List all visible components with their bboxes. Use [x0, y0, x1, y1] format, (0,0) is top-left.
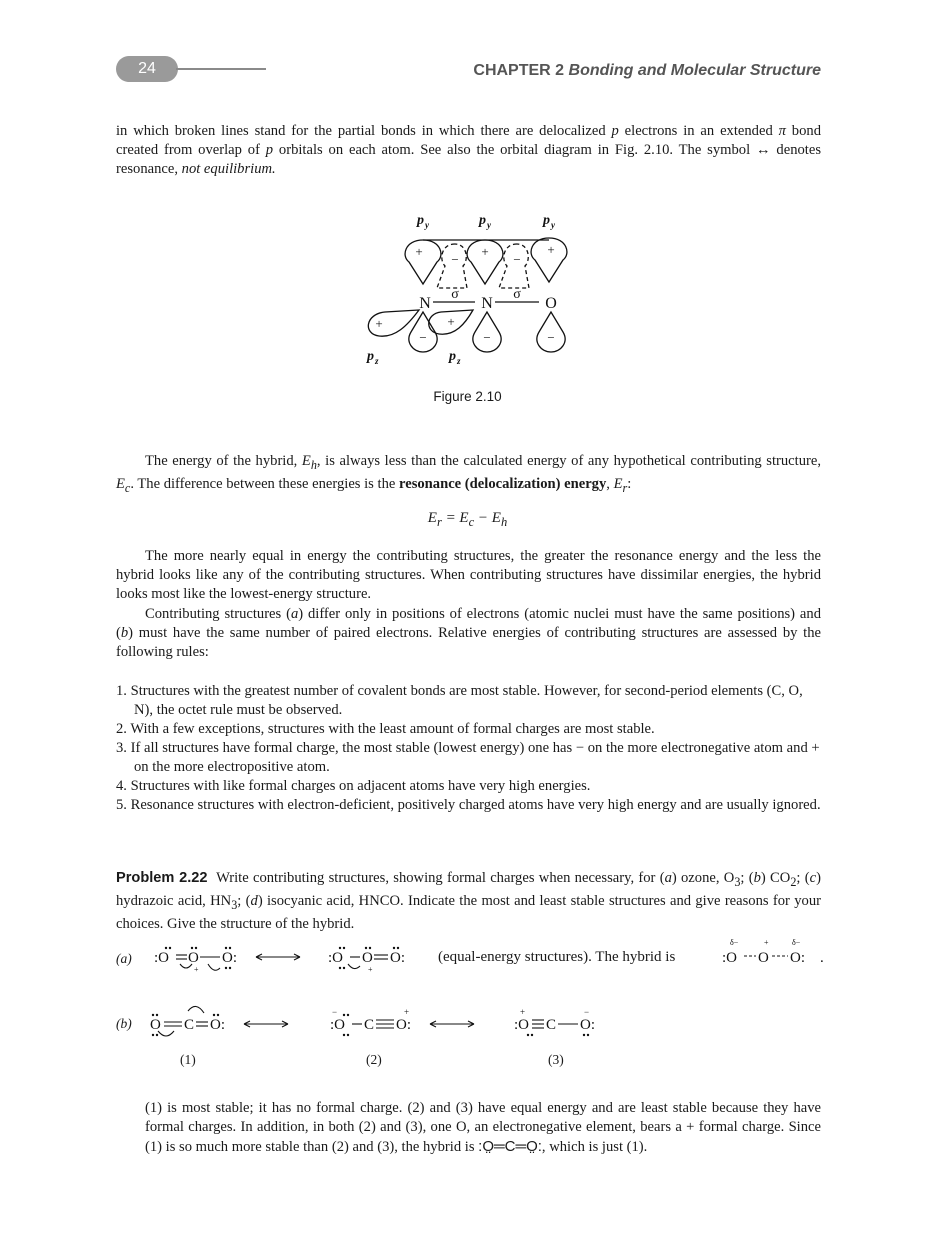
intro-p: p: [611, 123, 619, 139]
text: Write contributing structures, showing formal charges when necessary, for (: [216, 870, 665, 886]
chapter-number: CHAPTER 2: [473, 62, 565, 79]
n-atom: N: [419, 295, 431, 312]
problem-statement: [116, 869, 821, 934]
py-sub: y: [551, 220, 555, 230]
var-sub: r: [622, 480, 628, 495]
intro-text: electrons in an extended: [618, 123, 779, 139]
var-sub: h: [310, 457, 317, 472]
text: Contributing structures (: [145, 606, 291, 622]
svg-text:O:: O:: [396, 1017, 411, 1033]
text: ) CO: [760, 870, 791, 886]
py-label: p: [417, 213, 424, 228]
term: resonance: [399, 475, 462, 492]
eq-sub: c: [468, 515, 475, 529]
term: ): [555, 475, 565, 492]
energy-paragraph: [116, 452, 821, 498]
text: ) hydrazoic acid, HN: [116, 870, 821, 909]
structure-number: (3): [548, 1052, 564, 1067]
intro-pi: π: [778, 123, 786, 139]
text: ,: [606, 475, 614, 492]
svg-text:−: −: [419, 330, 427, 345]
paragraph-3: [116, 605, 821, 662]
resonance-equation: [0, 510, 935, 530]
o-atom: O: [545, 295, 557, 312]
orbital-diagram: [355, 208, 585, 380]
paragraph-2: The more nearly equal in energy the contributing structures, the greater the resonance energy and the less the hybrid looks like any of the contributing structures. When contributing structures have dissimilar energies, the hybrid looks most like the lowest-energy structure.: [116, 548, 821, 602]
svg-text:−: −: [513, 252, 521, 267]
svg-text:+: +: [404, 1007, 410, 1017]
svg-text:O: O: [188, 950, 199, 966]
part-a-label: [116, 951, 132, 967]
text: a: [664, 870, 672, 886]
conclusion-paragraph: [145, 1099, 821, 1157]
svg-text:O:: O:: [790, 950, 805, 966]
var-sub: c: [124, 480, 131, 495]
py-label: p: [479, 213, 486, 228]
subscript: 3: [231, 897, 238, 912]
term: delocalization: [469, 475, 556, 492]
svg-text::O: :O: [722, 950, 737, 966]
text: b: [120, 625, 129, 641]
svg-text:O:: O:: [210, 1017, 225, 1033]
note-text: (equal-energy structures). The hybrid is: [438, 949, 676, 965]
part-b-label: [116, 1016, 132, 1032]
eq-sub: r: [436, 515, 442, 529]
co2-hybrid: :O̤═C═O̤:: [478, 1138, 542, 1155]
structure-number: (2): [366, 1052, 382, 1067]
rules-list: [116, 682, 821, 815]
py-sub: y: [487, 220, 491, 230]
rule-item: 4. Structures with like formal charges on adjacent atoms have very high energies.: [116, 778, 591, 794]
subscript: 3: [734, 874, 741, 889]
eq-part: − E: [474, 510, 501, 526]
svg-text:+: +: [547, 242, 555, 257]
svg-text:−: −: [332, 1007, 338, 1017]
text: b: [753, 870, 761, 886]
co2-structures: [148, 1003, 618, 1039]
eq-part: = E: [441, 510, 469, 526]
subscript: 2: [790, 874, 797, 889]
svg-text:+: +: [764, 938, 769, 947]
svg-text::O: :O: [154, 950, 169, 966]
var: E: [301, 453, 311, 469]
structure-number: (1): [180, 1052, 196, 1067]
label-text: (b): [116, 1016, 132, 1031]
text: c: [809, 870, 817, 886]
rule-item: 1. Structures with the greatest number of covalent bonds are most stable. However, for second-period elements (C, O, N), the octet rule must be observed.: [116, 683, 803, 718]
svg-text::O: :O: [330, 1017, 345, 1033]
text: The energy of the hybrid,: [145, 453, 302, 469]
svg-text:+: +: [520, 1007, 526, 1017]
eq-part: E: [427, 510, 437, 526]
svg-text:+: +: [375, 316, 383, 331]
rule-item: 3. If all structures have formal charge, the most stable (lowest energy) one has − on the more electronegative atom and + on the more electropositive atom.: [116, 740, 820, 775]
eq-sub: h: [500, 515, 508, 529]
text: ; (: [796, 870, 810, 886]
svg-text:O: O: [150, 1017, 161, 1033]
page-number: 24: [116, 56, 178, 82]
text: , is always less than the calculated energy of any hypothetical contributing structure,: [316, 453, 821, 469]
intro-p: p: [265, 142, 274, 158]
term: energy: [564, 475, 607, 492]
svg-text:C: C: [184, 1017, 195, 1033]
svg-text:−: −: [584, 1007, 590, 1017]
svg-text:−: −: [547, 330, 555, 345]
pz-sub: z: [375, 356, 379, 366]
py-label: p: [543, 213, 550, 228]
svg-text:O:: O:: [580, 1017, 595, 1033]
intro-text: in which broken lines stand for the partial bonds in which there are delocalized: [116, 123, 612, 139]
py-lobe-top: [405, 240, 441, 284]
svg-text:.: .: [820, 950, 824, 966]
pz-label: p: [367, 349, 374, 364]
text: ; (: [237, 892, 251, 909]
chapter-heading: [473, 62, 821, 80]
term: (: [461, 475, 470, 492]
svg-text:−: −: [483, 330, 491, 345]
pz-label: p: [449, 349, 456, 364]
figure-caption: Figure 2.10: [433, 389, 502, 404]
n-atom: N: [481, 295, 493, 312]
text: ) differ only in positions of electrons (atomic nuclei must have the same positions) and (: [116, 606, 821, 641]
ozone-hybrid: [718, 936, 830, 972]
text: ) isocyanic acid, HNCO. Indicate the most and least stable structures and give reasons for your choices. Give the structure of the hybrid.: [116, 892, 821, 932]
text: (1) is most stable; it has no formal charge. (2) and (3) have equal energy and are least stable because they have formal charges. In addition, in both (2) and (3), one O, an electronegative element, bears a + formal charge. Since (1) is so much more stable than (2) and (3), the hybrid is: [145, 1100, 821, 1155]
intro-text: bond created from overlap of: [116, 123, 821, 158]
svg-text:+: +: [481, 244, 489, 259]
intro-paragraph: [116, 122, 821, 179]
intro-emphasis: not equilibrium.: [181, 161, 276, 177]
svg-text:O:: O:: [390, 950, 405, 966]
text: ) must have the same number of paired electrons. Relative energies of contributing structures are assessed by the following rules:: [116, 625, 821, 660]
rule-item: 2. With a few exceptions, structures with the least amount of formal charges are most stable.: [116, 721, 655, 737]
svg-text:O:: O:: [222, 950, 237, 966]
svg-text:σ: σ: [451, 287, 459, 302]
chapter-title: Bonding and Molecular Structure: [568, 62, 821, 79]
svg-text::O: :O: [328, 950, 343, 966]
text: , which is just (1).: [541, 1139, 648, 1155]
svg-text:δ−: δ−: [730, 938, 739, 947]
text: :: [627, 475, 632, 492]
svg-text:+: +: [415, 244, 423, 259]
svg-text::O: :O: [514, 1017, 529, 1033]
svg-text:O: O: [758, 950, 769, 966]
var: E: [116, 475, 125, 492]
svg-text:+: +: [447, 314, 455, 329]
svg-text:σ: σ: [513, 287, 521, 302]
svg-text:C: C: [546, 1017, 557, 1033]
intro-text: orbitals on each atom. See also the orbital diagram in Fig. 2.10. The symbol ↔ denotes resonance,: [116, 142, 822, 177]
svg-text:+: +: [368, 965, 373, 974]
label-text: (a): [116, 951, 132, 966]
problem-label: Problem 2.22: [116, 870, 208, 886]
svg-text:+: +: [194, 965, 199, 974]
text: d: [250, 892, 258, 909]
svg-text:δ−: δ−: [792, 938, 801, 947]
rule-item: 5. Resonance structures with electron-deficient, positively charged atoms have very high energy and are usually ignored.: [116, 797, 821, 813]
svg-text:C: C: [364, 1017, 375, 1033]
svg-text:O: O: [362, 950, 373, 966]
part-a-note: [438, 949, 675, 966]
py-sub: y: [425, 220, 429, 230]
text: . The difference between these energies is the: [130, 475, 399, 492]
text: a: [290, 606, 299, 622]
pz-sub: z: [457, 356, 461, 366]
text: ; (: [740, 870, 754, 886]
text: ) ozone, O: [671, 870, 735, 886]
svg-text:−: −: [451, 252, 459, 267]
header-rule: [176, 68, 266, 70]
var: E: [613, 475, 623, 492]
